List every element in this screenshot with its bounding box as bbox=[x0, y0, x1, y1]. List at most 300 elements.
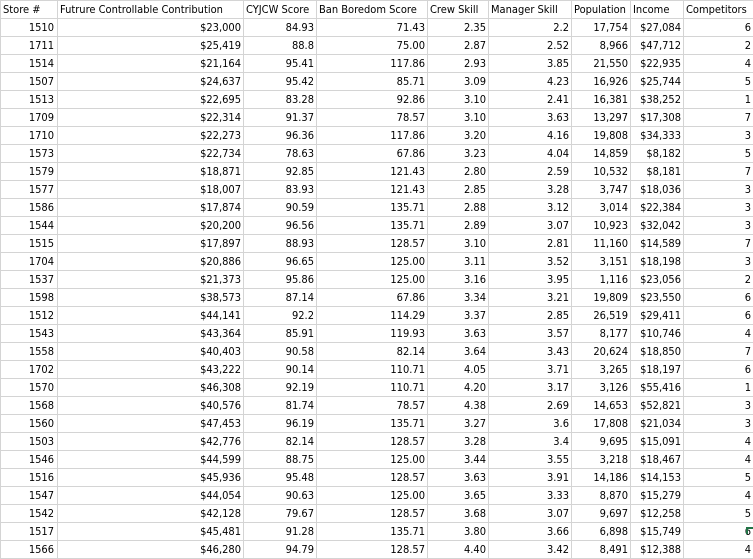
cell-population[interactable]: 14,859 bbox=[572, 145, 631, 163]
cell-competitors[interactable]: 3 bbox=[684, 199, 753, 217]
cell-manager-skill[interactable]: 2.41 bbox=[489, 91, 572, 109]
cell-manager-skill[interactable]: 3.52 bbox=[489, 253, 572, 271]
cell-store[interactable]: 1568 bbox=[1, 397, 58, 415]
cell-cyjcw-score[interactable]: 92.19 bbox=[244, 379, 317, 397]
cell-population[interactable]: 10,923 bbox=[572, 217, 631, 235]
cell-manager-skill[interactable]: 2.59 bbox=[489, 163, 572, 181]
cell-income[interactable]: $55,416 bbox=[631, 379, 684, 397]
cell-ban-boredom-score[interactable]: 128.57 bbox=[317, 469, 428, 487]
cell-store[interactable]: 1544 bbox=[1, 217, 58, 235]
table-row bbox=[1, 523, 753, 541]
cell-cyjcw-score[interactable]: 96.36 bbox=[244, 127, 317, 145]
cell-manager-skill[interactable]: 3.66 bbox=[489, 523, 572, 541]
cell-competitors[interactable]: 7 bbox=[684, 343, 753, 361]
cell-ban-boredom-score[interactable]: 117.86 bbox=[317, 55, 428, 73]
cell-competitors[interactable]: 7 bbox=[684, 109, 753, 127]
cell-population[interactable]: 14,186 bbox=[572, 469, 631, 487]
cell-manager-skill[interactable]: 3.17 bbox=[489, 379, 572, 397]
cell-population[interactable]: 1,116 bbox=[572, 271, 631, 289]
cell-ban-boredom-score[interactable]: 135.71 bbox=[317, 217, 428, 235]
cell-manager-skill[interactable]: 3.91 bbox=[489, 469, 572, 487]
cell-manager-skill[interactable]: 4.04 bbox=[489, 145, 572, 163]
cell-crew-skill[interactable]: 4.05 bbox=[428, 361, 489, 379]
cell-population[interactable]: 3,747 bbox=[572, 181, 631, 199]
cell-competitors[interactable]: 4 bbox=[684, 55, 753, 73]
cell-income[interactable]: $23,550 bbox=[631, 289, 684, 307]
cell-manager-skill[interactable]: 3.21 bbox=[489, 289, 572, 307]
cell-income[interactable]: $14,153 bbox=[631, 469, 684, 487]
cell-population[interactable]: 6,898 bbox=[572, 523, 631, 541]
cell-crew-skill[interactable]: 3.63 bbox=[428, 469, 489, 487]
cell-population[interactable]: 8,870 bbox=[572, 487, 631, 505]
cell-cyjcw-score[interactable]: 82.14 bbox=[244, 433, 317, 451]
cell-competitors[interactable]: 4 bbox=[684, 487, 753, 505]
cell-store[interactable]: 1704 bbox=[1, 253, 58, 271]
cell-cyjcw-score[interactable]: 95.42 bbox=[244, 73, 317, 91]
table-row bbox=[1, 541, 753, 559]
cell-competitors[interactable]: 6 bbox=[684, 523, 753, 541]
cell-crew-skill[interactable]: 3.16 bbox=[428, 271, 489, 289]
cell-ban-boredom-score[interactable]: 135.71 bbox=[317, 523, 428, 541]
cell-income[interactable]: $8,181 bbox=[631, 163, 684, 181]
cell-income[interactable]: $21,034 bbox=[631, 415, 684, 433]
cell-income[interactable]: $17,308 bbox=[631, 109, 684, 127]
cell-competitors[interactable]: 3 bbox=[684, 127, 753, 145]
cell-population[interactable]: 8,491 bbox=[572, 541, 631, 559]
cell-ban-boredom-score[interactable]: 125.00 bbox=[317, 253, 428, 271]
cell-contribution[interactable]: $44,054 bbox=[58, 487, 244, 505]
cell-competitors[interactable]: 5 bbox=[684, 469, 753, 487]
cell-ban-boredom-score[interactable]: 110.71 bbox=[317, 379, 428, 397]
cell-store[interactable]: 1517 bbox=[1, 523, 58, 541]
cell-manager-skill[interactable]: 3.95 bbox=[489, 271, 572, 289]
cell-crew-skill[interactable]: 3.28 bbox=[428, 433, 489, 451]
cell-competitors[interactable]: 3 bbox=[684, 181, 753, 199]
cell-contribution[interactable]: $45,481 bbox=[58, 523, 244, 541]
cell-store[interactable]: 1513 bbox=[1, 91, 58, 109]
cell-cyjcw-score[interactable]: 84.93 bbox=[244, 19, 317, 37]
cell-manager-skill[interactable]: 3.63 bbox=[489, 109, 572, 127]
cell-competitors[interactable]: 3 bbox=[684, 253, 753, 271]
cell-store[interactable]: 1512 bbox=[1, 307, 58, 325]
cell-competitors[interactable]: 5 bbox=[684, 73, 753, 91]
header-cell-contribution[interactable]: Futrure Controllable Contribution bbox=[58, 1, 244, 19]
header-cell-cyjcw-score[interactable]: CYJCW Score bbox=[244, 1, 317, 19]
cell-ban-boredom-score[interactable]: 92.86 bbox=[317, 91, 428, 109]
cell-manager-skill[interactable]: 3.12 bbox=[489, 199, 572, 217]
cell-ban-boredom-score[interactable]: 75.00 bbox=[317, 37, 428, 55]
cell-population[interactable]: 14,653 bbox=[572, 397, 631, 415]
cell-manager-skill[interactable]: 4.16 bbox=[489, 127, 572, 145]
cell-store[interactable]: 1547 bbox=[1, 487, 58, 505]
cell-cyjcw-score[interactable]: 94.79 bbox=[244, 541, 317, 559]
table-row bbox=[1, 109, 753, 127]
cell-population[interactable]: 16,926 bbox=[572, 73, 631, 91]
cell-income[interactable]: $18,198 bbox=[631, 253, 684, 271]
cell-income[interactable]: $23,056 bbox=[631, 271, 684, 289]
cell-population[interactable]: 3,218 bbox=[572, 451, 631, 469]
cell-contribution[interactable]: $46,280 bbox=[58, 541, 244, 559]
cell-population[interactable]: 19,808 bbox=[572, 127, 631, 145]
cell-cyjcw-score[interactable]: 78.63 bbox=[244, 145, 317, 163]
cell-store[interactable]: 1543 bbox=[1, 325, 58, 343]
cell-ban-boredom-score[interactable]: 125.00 bbox=[317, 451, 428, 469]
cell-contribution[interactable]: $38,573 bbox=[58, 289, 244, 307]
cell-crew-skill[interactable]: 2.80 bbox=[428, 163, 489, 181]
table-row bbox=[1, 145, 753, 163]
cell-manager-skill[interactable]: 2.2 bbox=[489, 19, 572, 37]
cell-income[interactable]: $15,749 bbox=[631, 523, 684, 541]
cell-income[interactable]: $18,197 bbox=[631, 361, 684, 379]
cell-contribution[interactable]: $47,453 bbox=[58, 415, 244, 433]
cell-cyjcw-score[interactable]: 95.86 bbox=[244, 271, 317, 289]
cell-population[interactable]: 17,754 bbox=[572, 19, 631, 37]
cell-contribution[interactable]: $44,599 bbox=[58, 451, 244, 469]
cell-store[interactable]: 1566 bbox=[1, 541, 58, 559]
cell-cyjcw-score[interactable]: 83.93 bbox=[244, 181, 317, 199]
table-row bbox=[1, 217, 753, 235]
cell-cyjcw-score[interactable]: 88.75 bbox=[244, 451, 317, 469]
cell-competitors[interactable]: 3 bbox=[684, 415, 753, 433]
cell-manager-skill[interactable]: 3.07 bbox=[489, 217, 572, 235]
cell-cyjcw-score[interactable]: 92.85 bbox=[244, 163, 317, 181]
cell-income[interactable]: $15,091 bbox=[631, 433, 684, 451]
cell-cyjcw-score[interactable]: 90.63 bbox=[244, 487, 317, 505]
cell-crew-skill[interactable]: 2.85 bbox=[428, 181, 489, 199]
cell-population[interactable]: 19,809 bbox=[572, 289, 631, 307]
table-row bbox=[1, 415, 753, 433]
cell-manager-skill[interactable]: 2.85 bbox=[489, 307, 572, 325]
cell-competitors[interactable]: 5 bbox=[684, 145, 753, 163]
cell-crew-skill[interactable]: 3.64 bbox=[428, 343, 489, 361]
cell-competitors[interactable]: 7 bbox=[684, 163, 753, 181]
cell-manager-skill[interactable]: 3.07 bbox=[489, 505, 572, 523]
cell-competitors[interactable]: 4 bbox=[684, 541, 753, 559]
cell-contribution[interactable]: $42,776 bbox=[58, 433, 244, 451]
cell-contribution[interactable]: $40,576 bbox=[58, 397, 244, 415]
cell-manager-skill[interactable]: 2.52 bbox=[489, 37, 572, 55]
cell-income[interactable]: $25,744 bbox=[631, 73, 684, 91]
cell-income[interactable]: $8,182 bbox=[631, 145, 684, 163]
cell-ban-boredom-score[interactable]: 128.57 bbox=[317, 235, 428, 253]
cell-store[interactable]: 1516 bbox=[1, 469, 58, 487]
cell-store[interactable]: 1709 bbox=[1, 109, 58, 127]
cell-ban-boredom-score[interactable]: 119.93 bbox=[317, 325, 428, 343]
cell-cyjcw-score[interactable]: 85.91 bbox=[244, 325, 317, 343]
cell-population[interactable]: 3,265 bbox=[572, 361, 631, 379]
cell-store[interactable]: 1702 bbox=[1, 361, 58, 379]
cell-store[interactable]: 1537 bbox=[1, 271, 58, 289]
header-cell-crew-skill[interactable]: Crew Skill bbox=[428, 1, 489, 19]
cell-population[interactable]: 3,126 bbox=[572, 379, 631, 397]
cell-manager-skill[interactable]: 2.69 bbox=[489, 397, 572, 415]
cell-income[interactable]: $47,712 bbox=[631, 37, 684, 55]
cell-crew-skill[interactable]: 3.68 bbox=[428, 505, 489, 523]
cell-contribution[interactable]: $22,734 bbox=[58, 145, 244, 163]
header-cell-manager-skill[interactable]: Manager Skill bbox=[489, 1, 572, 19]
cell-competitors[interactable]: 4 bbox=[684, 433, 753, 451]
cell-contribution[interactable]: $17,897 bbox=[58, 235, 244, 253]
cell-crew-skill[interactable]: 3.10 bbox=[428, 109, 489, 127]
cell-income[interactable]: $14,589 bbox=[631, 235, 684, 253]
cell-income[interactable]: $22,384 bbox=[631, 199, 684, 217]
cell-contribution[interactable]: $22,695 bbox=[58, 91, 244, 109]
cell-contribution[interactable]: $21,164 bbox=[58, 55, 244, 73]
cell-crew-skill[interactable]: 3.63 bbox=[428, 325, 489, 343]
cell-manager-skill[interactable]: 3.57 bbox=[489, 325, 572, 343]
cell-competitors[interactable]: 6 bbox=[684, 361, 753, 379]
cell-contribution[interactable]: $44,141 bbox=[58, 307, 244, 325]
cell-crew-skill[interactable]: 3.37 bbox=[428, 307, 489, 325]
cell-income[interactable]: $38,252 bbox=[631, 91, 684, 109]
cell-cyjcw-score[interactable]: 95.48 bbox=[244, 469, 317, 487]
cell-competitors[interactable]: 6 bbox=[684, 307, 753, 325]
table-row bbox=[1, 127, 753, 145]
cell-store[interactable]: 1710 bbox=[1, 127, 58, 145]
cell-contribution[interactable]: $25,419 bbox=[58, 37, 244, 55]
cell-population[interactable]: 10,532 bbox=[572, 163, 631, 181]
cell-store[interactable]: 1598 bbox=[1, 289, 58, 307]
cell-store[interactable]: 1577 bbox=[1, 181, 58, 199]
cell-competitors[interactable]: 2 bbox=[684, 37, 753, 55]
cell-income[interactable]: $34,333 bbox=[631, 127, 684, 145]
cell-cyjcw-score[interactable]: 96.56 bbox=[244, 217, 317, 235]
cell-competitors[interactable]: 6 bbox=[684, 289, 753, 307]
cell-crew-skill[interactable]: 3.09 bbox=[428, 73, 489, 91]
cell-ban-boredom-score[interactable]: 67.86 bbox=[317, 289, 428, 307]
cell-competitors[interactable]: 4 bbox=[684, 325, 753, 343]
cell-cyjcw-score[interactable]: 91.37 bbox=[244, 109, 317, 127]
cell-ban-boredom-score[interactable]: 67.86 bbox=[317, 145, 428, 163]
cell-crew-skill[interactable]: 2.89 bbox=[428, 217, 489, 235]
cell-population[interactable]: 26,519 bbox=[572, 307, 631, 325]
cell-crew-skill[interactable]: 2.87 bbox=[428, 37, 489, 55]
cell-cyjcw-score[interactable]: 95.41 bbox=[244, 55, 317, 73]
header-cell-store[interactable]: Store # bbox=[1, 1, 58, 19]
cell-crew-skill[interactable]: 3.20 bbox=[428, 127, 489, 145]
cell-contribution[interactable]: $42,128 bbox=[58, 505, 244, 523]
cell-cyjcw-score[interactable]: 83.28 bbox=[244, 91, 317, 109]
cell-crew-skill[interactable]: 3.44 bbox=[428, 451, 489, 469]
cell-crew-skill[interactable]: 4.38 bbox=[428, 397, 489, 415]
cell-income[interactable]: $15,279 bbox=[631, 487, 684, 505]
table-row bbox=[1, 307, 753, 325]
cell-competitors[interactable]: 2 bbox=[684, 271, 753, 289]
cell-manager-skill[interactable]: 3.55 bbox=[489, 451, 572, 469]
cell-contribution[interactable]: $23,000 bbox=[58, 19, 244, 37]
cell-manager-skill[interactable]: 3.43 bbox=[489, 343, 572, 361]
cell-cyjcw-score[interactable]: 90.59 bbox=[244, 199, 317, 217]
cell-crew-skill[interactable]: 3.11 bbox=[428, 253, 489, 271]
cell-ban-boredom-score[interactable]: 117.86 bbox=[317, 127, 428, 145]
cell-store[interactable]: 1579 bbox=[1, 163, 58, 181]
cell-manager-skill[interactable]: 3.71 bbox=[489, 361, 572, 379]
cell-competitors[interactable]: 4 bbox=[684, 451, 753, 469]
cell-competitors[interactable]: 7 bbox=[684, 235, 753, 253]
cell-store[interactable]: 1573 bbox=[1, 145, 58, 163]
table-row bbox=[1, 253, 753, 271]
cell-population[interactable]: 9,695 bbox=[572, 433, 631, 451]
cell-income[interactable]: $29,411 bbox=[631, 307, 684, 325]
cell-crew-skill[interactable]: 2.35 bbox=[428, 19, 489, 37]
cell-cyjcw-score[interactable]: 88.93 bbox=[244, 235, 317, 253]
cell-crew-skill[interactable]: 3.10 bbox=[428, 91, 489, 109]
cell-contribution[interactable]: $22,273 bbox=[58, 127, 244, 145]
cell-cyjcw-score[interactable]: 87.14 bbox=[244, 289, 317, 307]
cell-ban-boredom-score[interactable]: 128.57 bbox=[317, 505, 428, 523]
cell-cyjcw-score[interactable]: 96.65 bbox=[244, 253, 317, 271]
cell-cyjcw-score[interactable]: 92.2 bbox=[244, 307, 317, 325]
cell-ban-boredom-score[interactable]: 121.43 bbox=[317, 163, 428, 181]
table-row bbox=[1, 487, 753, 505]
cell-ban-boredom-score[interactable]: 128.57 bbox=[317, 433, 428, 451]
cell-population[interactable]: 20,624 bbox=[572, 343, 631, 361]
table-row bbox=[1, 163, 753, 181]
cell-income[interactable]: $18,850 bbox=[631, 343, 684, 361]
cell-cyjcw-score[interactable]: 81.74 bbox=[244, 397, 317, 415]
cell-income[interactable]: $18,467 bbox=[631, 451, 684, 469]
cell-cyjcw-score[interactable]: 96.19 bbox=[244, 415, 317, 433]
cell-contribution[interactable]: $24,637 bbox=[58, 73, 244, 91]
cell-income[interactable]: $12,258 bbox=[631, 505, 684, 523]
cell-cyjcw-score[interactable]: 79.67 bbox=[244, 505, 317, 523]
table-row bbox=[1, 19, 753, 37]
cell-store[interactable]: 1586 bbox=[1, 199, 58, 217]
cell-contribution[interactable]: $20,886 bbox=[58, 253, 244, 271]
cell-contribution[interactable]: $43,364 bbox=[58, 325, 244, 343]
cell-crew-skill[interactable]: 2.93 bbox=[428, 55, 489, 73]
cell-contribution[interactable]: $20,200 bbox=[58, 217, 244, 235]
cell-income[interactable]: $32,042 bbox=[631, 217, 684, 235]
cell-competitors[interactable]: 1 bbox=[684, 91, 753, 109]
cell-ban-boredom-score[interactable]: 78.57 bbox=[317, 397, 428, 415]
cell-manager-skill[interactable]: 3.6 bbox=[489, 415, 572, 433]
cell-competitors[interactable]: 1 bbox=[684, 379, 753, 397]
cell-store[interactable]: 1711 bbox=[1, 37, 58, 55]
header-cell-ban-boredom-score[interactable]: Ban Boredom Score bbox=[317, 1, 428, 19]
cell-competitors[interactable]: 5 bbox=[684, 505, 753, 523]
cell-contribution[interactable]: $18,871 bbox=[58, 163, 244, 181]
cell-income[interactable]: $52,821 bbox=[631, 397, 684, 415]
cell-income[interactable]: $22,935 bbox=[631, 55, 684, 73]
cell-ban-boredom-score[interactable]: 85.71 bbox=[317, 73, 428, 91]
header-cell-income[interactable]: Income bbox=[631, 1, 684, 19]
cell-crew-skill[interactable]: 4.40 bbox=[428, 541, 489, 559]
cell-store[interactable]: 1546 bbox=[1, 451, 58, 469]
cell-crew-skill[interactable]: 3.80 bbox=[428, 523, 489, 541]
cell-manager-skill[interactable]: 3.28 bbox=[489, 181, 572, 199]
cell-crew-skill[interactable]: 3.10 bbox=[428, 235, 489, 253]
cell-store[interactable]: 1515 bbox=[1, 235, 58, 253]
table-row bbox=[1, 361, 753, 379]
cell-store[interactable]: 1570 bbox=[1, 379, 58, 397]
table-row bbox=[1, 181, 753, 199]
table-row bbox=[1, 505, 753, 523]
cell-manager-skill[interactable]: 4.23 bbox=[489, 73, 572, 91]
cell-store[interactable]: 1560 bbox=[1, 415, 58, 433]
cell-ban-boredom-score[interactable]: 110.71 bbox=[317, 361, 428, 379]
cell-cyjcw-score[interactable]: 90.58 bbox=[244, 343, 317, 361]
cell-income[interactable]: $18,036 bbox=[631, 181, 684, 199]
cell-income[interactable]: $10,746 bbox=[631, 325, 684, 343]
cell-contribution[interactable]: $18,007 bbox=[58, 181, 244, 199]
cell-contribution[interactable]: $22,314 bbox=[58, 109, 244, 127]
cell-cyjcw-score[interactable]: 88.8 bbox=[244, 37, 317, 55]
cell-store[interactable]: 1510 bbox=[1, 19, 58, 37]
cell-crew-skill[interactable]: 3.65 bbox=[428, 487, 489, 505]
cell-ban-boredom-score[interactable]: 135.71 bbox=[317, 199, 428, 217]
cell-ban-boredom-score[interactable]: 114.29 bbox=[317, 307, 428, 325]
cell-ban-boredom-score[interactable]: 121.43 bbox=[317, 181, 428, 199]
table-row bbox=[1, 91, 753, 109]
cell-ban-boredom-score[interactable]: 135.71 bbox=[317, 415, 428, 433]
cell-population[interactable]: 17,808 bbox=[572, 415, 631, 433]
cell-population[interactable]: 21,550 bbox=[572, 55, 631, 73]
cell-manager-skill[interactable]: 3.33 bbox=[489, 487, 572, 505]
cell-population[interactable]: 3,151 bbox=[572, 253, 631, 271]
cell-cyjcw-score[interactable]: 91.28 bbox=[244, 523, 317, 541]
table-body bbox=[1, 19, 753, 559]
cell-ban-boredom-score[interactable]: 71.43 bbox=[317, 19, 428, 37]
cell-ban-boredom-score[interactable]: 78.57 bbox=[317, 109, 428, 127]
header-cell-competitors[interactable]: Competitors bbox=[684, 1, 753, 19]
cell-contribution[interactable]: $43,222 bbox=[58, 361, 244, 379]
cell-cyjcw-score[interactable]: 90.14 bbox=[244, 361, 317, 379]
cell-competitors[interactable]: 3 bbox=[684, 217, 753, 235]
cell-store[interactable]: 1503 bbox=[1, 433, 58, 451]
cell-population[interactable]: 16,381 bbox=[572, 91, 631, 109]
cell-competitors[interactable]: 3 bbox=[684, 397, 753, 415]
cell-income[interactable]: $27,084 bbox=[631, 19, 684, 37]
cell-manager-skill[interactable]: 3.42 bbox=[489, 541, 572, 559]
table-row bbox=[1, 343, 753, 361]
cell-population[interactable]: 8,177 bbox=[572, 325, 631, 343]
cell-ban-boredom-score[interactable]: 125.00 bbox=[317, 271, 428, 289]
cell-contribution[interactable]: $17,874 bbox=[58, 199, 244, 217]
cell-crew-skill[interactable]: 4.20 bbox=[428, 379, 489, 397]
cell-population[interactable]: 3,014 bbox=[572, 199, 631, 217]
cell-manager-skill[interactable]: 3.85 bbox=[489, 55, 572, 73]
cell-crew-skill[interactable]: 3.27 bbox=[428, 415, 489, 433]
cell-ban-boredom-score[interactable]: 125.00 bbox=[317, 487, 428, 505]
cell-income[interactable]: $12,388 bbox=[631, 541, 684, 559]
cell-manager-skill[interactable]: 3.4 bbox=[489, 433, 572, 451]
cell-manager-skill[interactable]: 2.81 bbox=[489, 235, 572, 253]
cell-contribution[interactable]: $46,308 bbox=[58, 379, 244, 397]
cell-store[interactable]: 1514 bbox=[1, 55, 58, 73]
cell-population[interactable]: 8,966 bbox=[572, 37, 631, 55]
cell-crew-skill[interactable]: 3.23 bbox=[428, 145, 489, 163]
cell-population[interactable]: 11,160 bbox=[572, 235, 631, 253]
cell-crew-skill[interactable]: 2.88 bbox=[428, 199, 489, 217]
cell-store[interactable]: 1558 bbox=[1, 343, 58, 361]
cell-ban-boredom-score[interactable]: 128.57 bbox=[317, 541, 428, 559]
cell-population[interactable]: 9,697 bbox=[572, 505, 631, 523]
cell-contribution[interactable]: $45,936 bbox=[58, 469, 244, 487]
table-row bbox=[1, 469, 753, 487]
selection-fill-handle[interactable] bbox=[746, 527, 753, 534]
header-cell-population[interactable]: Population bbox=[572, 1, 631, 19]
cell-store[interactable]: 1507 bbox=[1, 73, 58, 91]
cell-store[interactable]: 1542 bbox=[1, 505, 58, 523]
cell-population[interactable]: 13,297 bbox=[572, 109, 631, 127]
cell-crew-skill[interactable]: 3.34 bbox=[428, 289, 489, 307]
cell-ban-boredom-score[interactable]: 82.14 bbox=[317, 343, 428, 361]
cell-contribution[interactable]: $40,403 bbox=[58, 343, 244, 361]
cell-contribution[interactable]: $21,373 bbox=[58, 271, 244, 289]
cell-competitors[interactable]: 6 bbox=[684, 19, 753, 37]
table-row bbox=[1, 235, 753, 253]
